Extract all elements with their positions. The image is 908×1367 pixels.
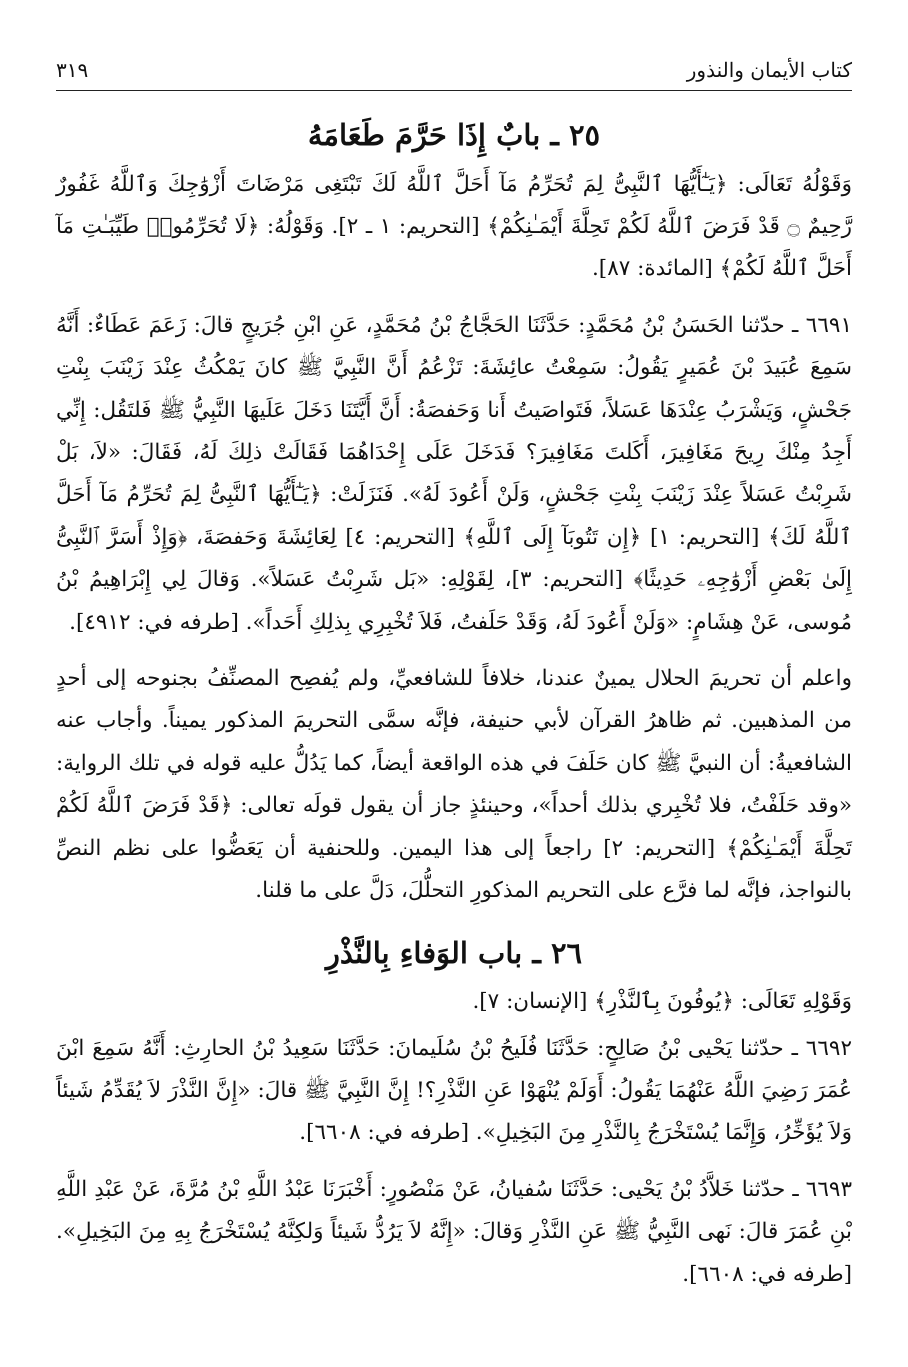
chapter-26-heading: ٢٦ ـ باب الوَفاءِ بِالنَّذْرِ [325, 935, 583, 970]
hadith-6693: ٦٦٩٣ ـ حدّثنا خَلاَّدُ بْنُ يَحْيى: حَدَّثَنَا سُفيانُ، عَنْ مَنْصُورٍ: أَخْبَرَنَا عَبْدُ اللَّهِ بْنُ مُرَّةَ، عَنْ عَبْدِ اللَّهِ بْنِ عُمَرَ قالَ: نَهى النَّبِيُّ ﷺ عَنِ النَّذْرِ وَقالَ: «إِنَّهُ لاَ يَرُدُّ شَيئاً وَلكِنَّهُ يُسْتَخْرَجُ بِهِ مِنَ البَخِيلِ». [طرفه في: ٦٦٠٨]. [56, 1176, 852, 1287]
commentary-paragraph: واعلم أن تحريمَ الحلال يمينٌ عندنا، خلافاً للشافعيِّ، ولم يُفصِح المصنِّفُ بجنوحه إلى أحدٍ من المذهبين. ثم ظاهرُ القرآن لأبي حنيفة، فإنَّه سمَّى التحريمَ المذكور يميناً. وأجاب عنه الشافعيةُ: أن النبيَّ ﷺ كان حَلَفَ في هذه الواقعة أيضاً، كما يَدُلُّ عليه قوله في تلك الرواية: «وقد حَلَفْتُ، فلا تُخْبِري بذلك أحداً»، وحينئذٍ جاز أن يقول قولَه تعالى: ﴿قَدْ فَرَضَ ٱللَّهُ لَكُمْ تَحِلَّةَ أَيْمَـٰنِكُمْ﴾ [التحريم: ٢] راجعاً إلى هذا اليمين. وللحنفية أن يَعَضُّوا على نظم النصِّ بالنواجذ، فإنَّه لما فرَّع على التحريم المذكورِ التحلُّلَ، دَلَّ على ما قلنا. [56, 666, 853, 904]
hadith-6691: ٦٦٩١ ـ حدّثنا الحَسَنُ بْنُ مُحَمَّدٍ: حَدَّثَنَا الحَجَّاجُ بْنُ مُحَمَّدٍ، عَنِ ابْنِ جُرَيجٍ قالَ: زَعَمَ عَطَاءٌ: أَنَّهُ سَمِعَ عُبَيدَ بْنَ عُمَيرٍ يَقُولُ: سَمِعْتُ عائِشَةَ: تَزْعُمُ أَنَّ النَّبِيَّ ﷺ كانَ يَمْكُثُ عِنْدَ زَيْنَبَ بِنْتِ جَحْشٍ، وَيَشْرَبُ عِنْدَهَا عَسَلاً، فَتَواصَيتُ أَنا وَحَفصَةُ: أَنَّ أَيَّتَنَا دَخَلَ عَلَيهَا النَّبِيُّ ﷺ فَلتَقُل: إِنِّي أَجِدُ مِنْكَ رِيحَ مَغَافِيرَ، أَكَلتَ مَغَافِيرَ؟ فَدَخَلَ عَلَى إِحْدَاهُمَا فَقَالَتْ ذلِكَ لَهُ، فَقَالَ: «لاَ، بَلْ شَرِبْتُ عَسَلاً عِنْدَ زَيْنَبَ بِنْتِ جَحْشٍ، وَلَنْ أَعُودَ لَهُ». فَنَزَلَتْ: ﴿يَـٰٓأَيُّهَا ٱلنَّبِىُّ لِمَ تُحَرِّمُ مَآ أَحَلَّ ٱللَّهُ لَكَ﴾ [التحريم: ١] ﴿إِن تَتُوبَآ إِلَى ٱللَّهِ﴾ [التحريم: ٤] لِعَائِشَةَ وَحَفصَةَ، ﴿وَإِذْ أَسَرَّ ٱلنَّبِىُّ إِلَىٰ بَعْضِ أَزْوَٰجِهِۦ حَدِيثًا﴾ [التحريم: ٣]، لِقَوْلِهِ: «بَل شَرِبْتُ عَسَلاً». وَقالَ لِي إِبْرَاهِيمُ بْنُ مُوسى، عَنْ هِشَامٍ: «وَلَنْ أَعُودَ لَهُ، وَقَدْ حَلَفتُ، فَلاَ تُخْبِرِي بِذلِكِ أَحَداً». [طرفه في: ٤٩١٢]. [56, 312, 853, 635]
running-header [56, 58, 852, 91]
chapter-25-heading: ٢٥ ـ بابٌ إِذَا حَرَّمَ طَعَامَهُ [307, 118, 601, 152]
hadith-6692: ٦٦٩٢ ـ حدّثنا يَحْيى بْنُ صَالِحٍ: حَدَّثَنَا فُلَيحُ بْنُ سُلَيمانَ: حَدَّثَنَا سَعِيدُ بْنُ الحارِثِ: أَنَّهُ سَمِعَ ابْنَ عُمَرَ رَضِيَ اللَّهُ عَنْهُمَا يَقُولُ: أَوَلَمْ يُنْهَوْا عَنِ النَّذْرِ؟! إِنَّ النَّبِيَّ ﷺ قالَ: «إِنَّ النَّذْرَ لاَ يُقَدِّمُ شَيئاً وَلاَ يُؤَخِّرُ، وَإِنَّمَا يُسْتَخْرَجُ بِالنَّذْرِ مِنَ البَخِيلِ». [طرفه في: ٦٦٠٨]. [56, 1035, 852, 1146]
book-title: كتاب الأيمان والنذور [686, 58, 852, 82]
chapter-25-intro: وَقَوْلُهُ تَعَالَى: ﴿يَـٰٓأَيُّهَا ٱلنَّبِىُّ لِمَ تُحَرِّمُ مَآ أَحَلَّ ٱللَّهُ لَكَ تَبْتَغِى مَرْضَاتَ أَزْوَٰجِكَ وَٱللَّهُ غَفُورٌ رَّحِيمٌ ۝ قَدْ فَرَضَ ٱللَّهُ لَكُمْ تَحِلَّةَ أَيْمَـٰنِكُمْ﴾ [التحريم: ١ ـ ٢]. وَقَوْلُهُ: ﴿لَا تُحَرِّمُوا۟ طَيِّبَـٰتِ مَآ أَحَلَّ ٱللَّهُ لَكُمْ﴾ [المائدة: ٨٧]. [56, 171, 852, 282]
chapter-26-intro: وَقَوْلِهِ تَعَالَى: ﴿يُوفُونَ بِٱلنَّذْرِ﴾ [الإنسان: ٧]. [472, 989, 852, 1015]
page-number: ٣١٩ [56, 58, 89, 82]
